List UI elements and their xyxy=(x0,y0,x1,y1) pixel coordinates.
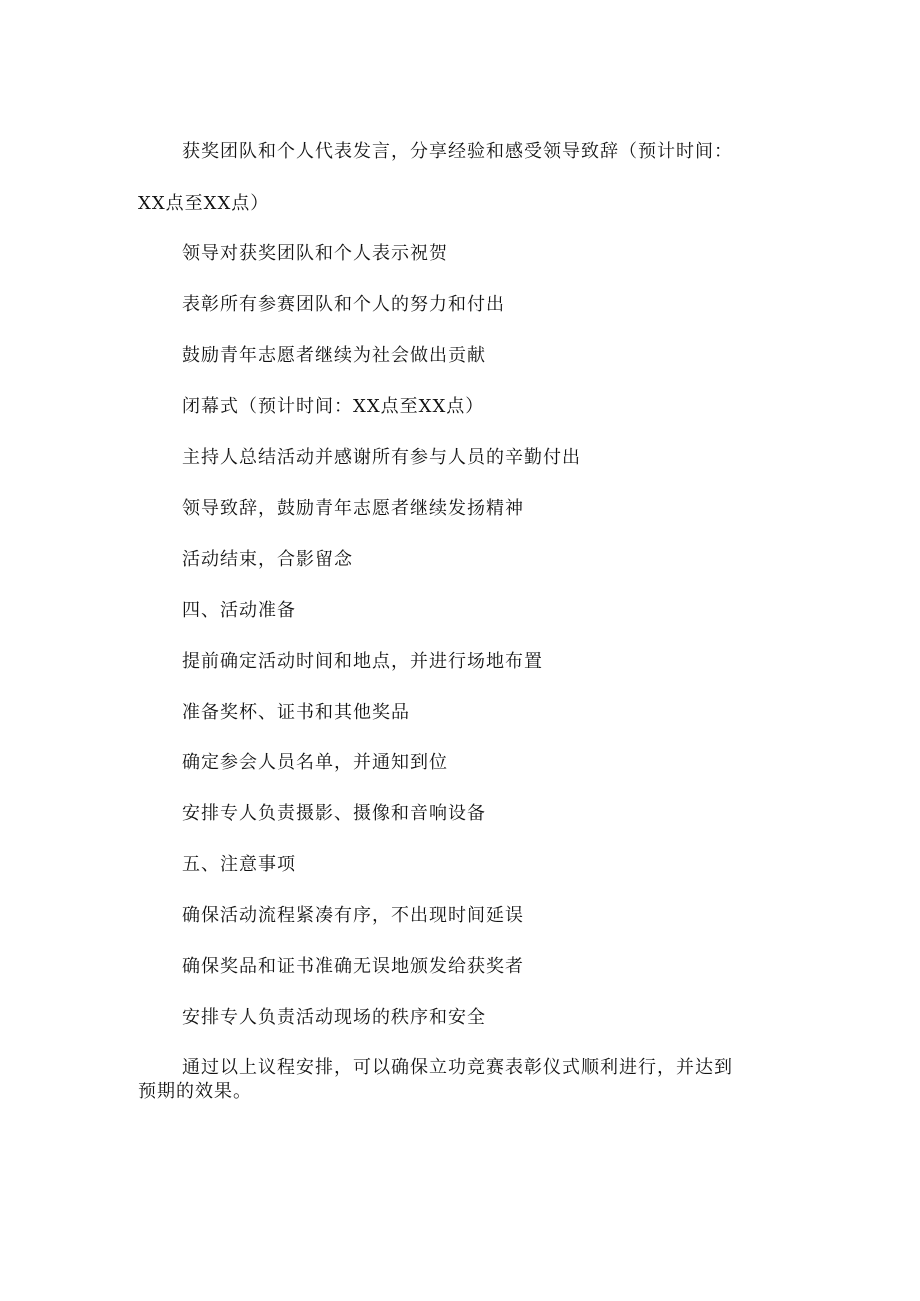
paragraph-prizes: 准备奖杯、证书和其他奖品 xyxy=(182,702,410,723)
paragraph-conclusion xyxy=(138,1056,768,1104)
paragraph-speech xyxy=(138,140,768,216)
section-heading-preparation: 四、活动准备 xyxy=(182,600,296,621)
paragraph-line: 获奖团队和个人代表发言，分享经验和感受领导致辞（预计时间： xyxy=(182,141,733,162)
paragraph-line: 预期的效果。 xyxy=(138,1081,252,1102)
paragraph-leader-speech: 领导致辞，鼓励青年志愿者继续发扬精神 xyxy=(182,498,524,519)
paragraph-end: 活动结束，合影留念 xyxy=(182,549,353,570)
paragraph-awards: 确保奖品和证书准确无误地颁发给获奖者 xyxy=(182,956,524,977)
paragraph-encourage: 鼓励青年志愿者继续为社会做出贡献 xyxy=(182,345,486,366)
paragraph-host-summary: 主持人总结活动并感谢所有参与人员的辛勤付出 xyxy=(182,447,581,468)
paragraph-equipment: 安排专人负责摄影、摄像和音响设备 xyxy=(182,803,486,824)
paragraph-line: 通过以上议程安排，可以确保立功竞赛表彰仪式顺利进行，并达到 xyxy=(182,1057,733,1078)
paragraph-congratulate: 领导对获奖团队和个人表示祝贺 xyxy=(182,243,448,264)
paragraph-attendees: 确定参会人员名单，并通知到位 xyxy=(182,752,448,773)
paragraph-safety: 安排专人负责活动现场的秩序和安全 xyxy=(182,1007,486,1028)
section-heading-notes: 五、注意事项 xyxy=(182,854,296,875)
paragraph-venue: 提前确定活动时间和地点，并进行场地布置 xyxy=(182,651,543,672)
paragraph-line: XX点至XX点） xyxy=(138,193,270,214)
paragraph-schedule: 确保活动流程紧凑有序，不出现时间延误 xyxy=(182,905,524,926)
paragraph-commend: 表彰所有参赛团队和个人的努力和付出 xyxy=(182,294,505,315)
paragraph-closing: 闭幕式（预计时间：XX点至XX点） xyxy=(182,396,485,417)
